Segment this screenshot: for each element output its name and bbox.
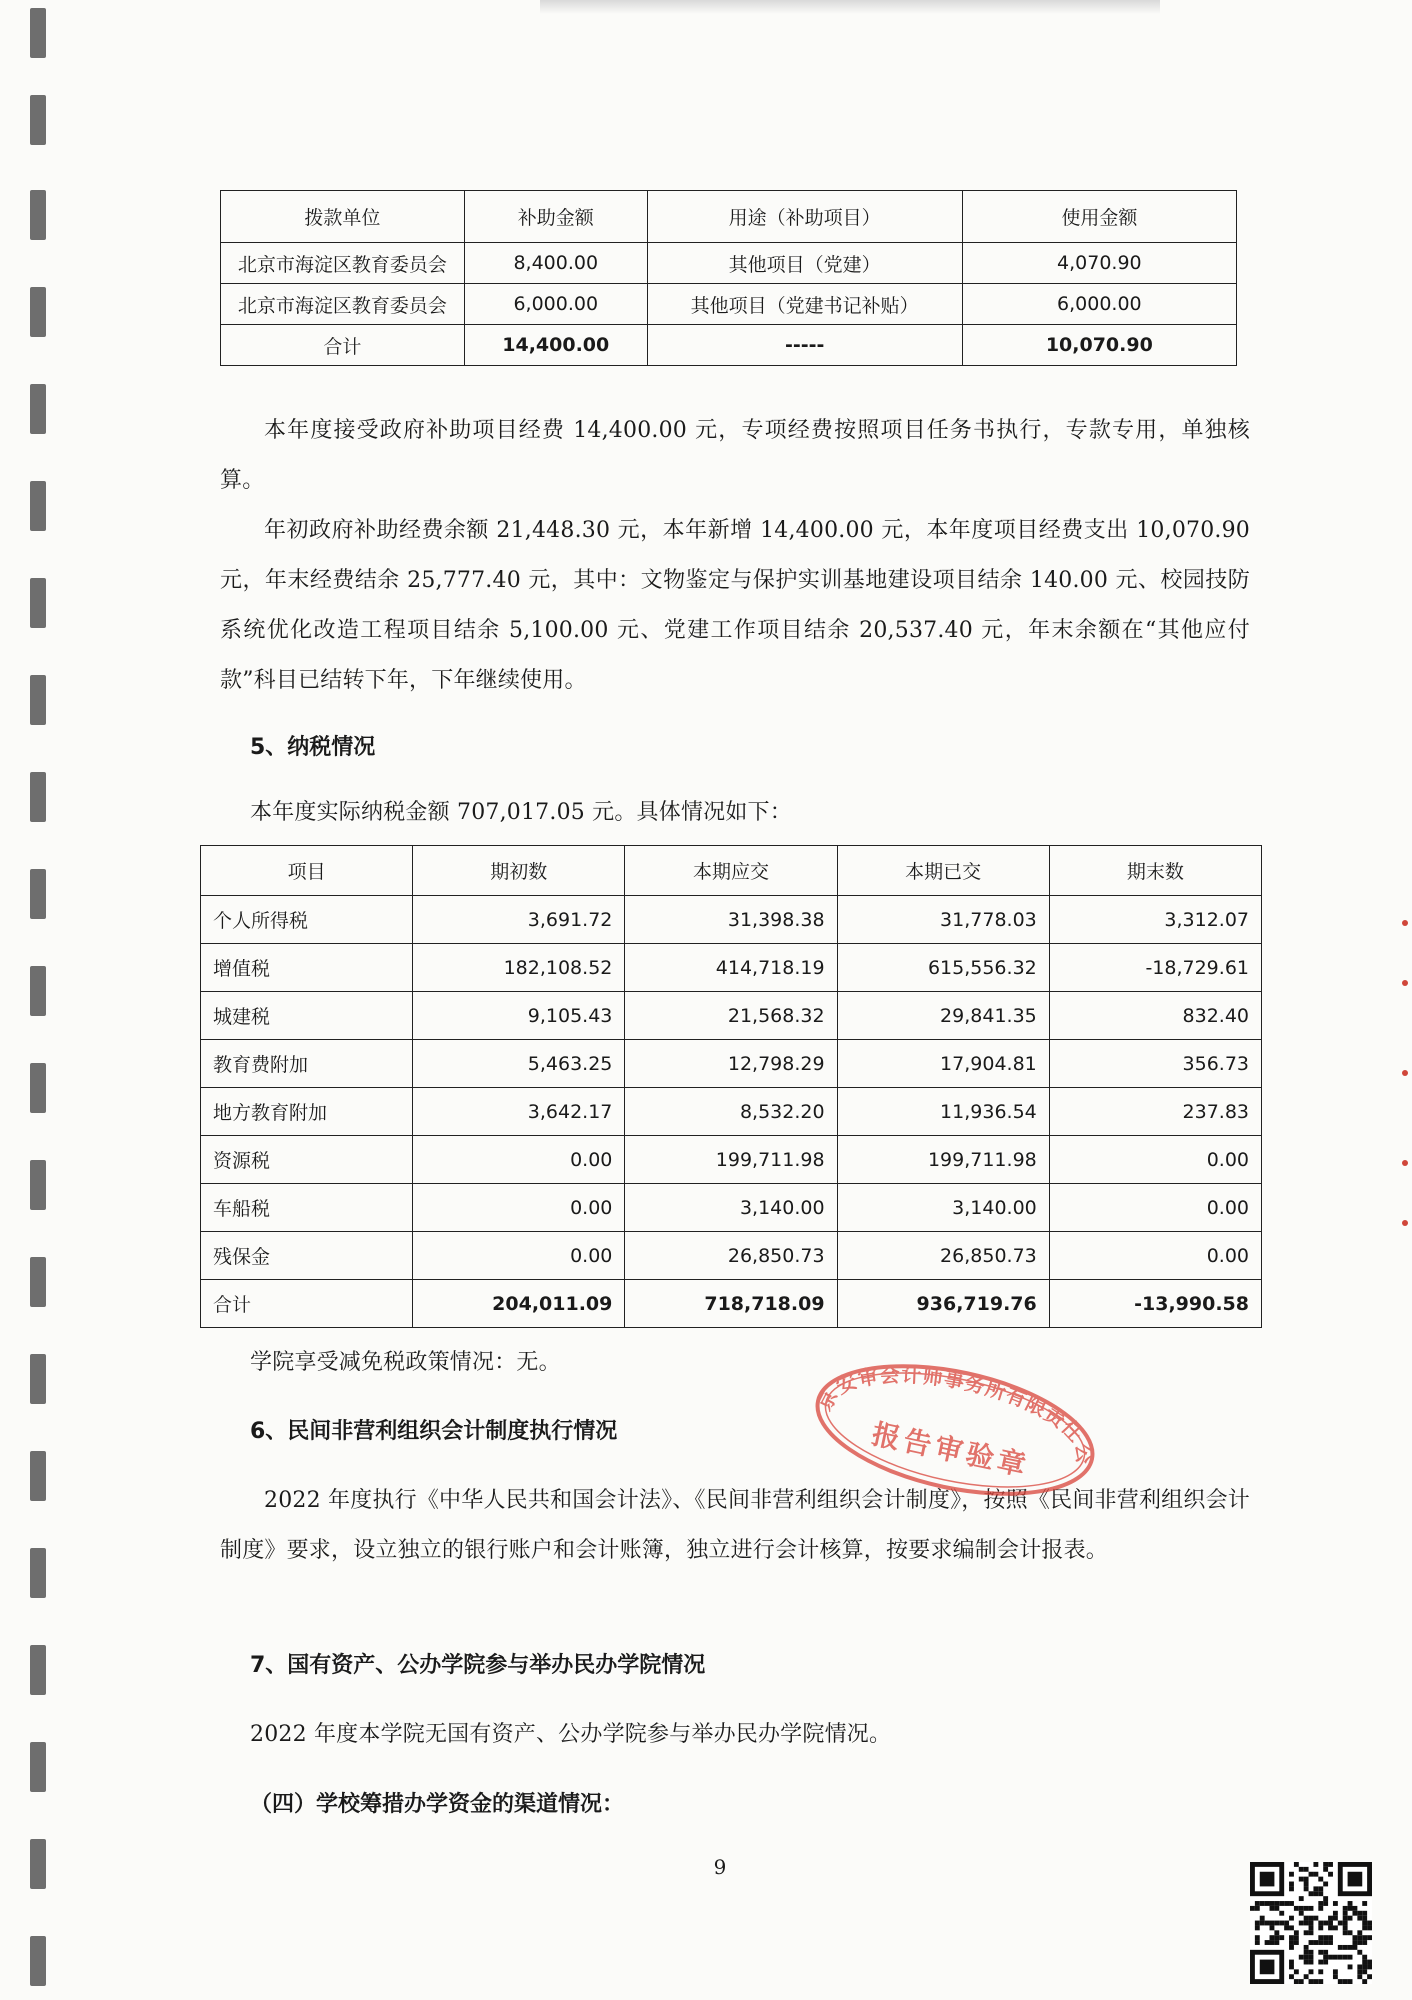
table-row	[201, 1232, 1262, 1280]
table-total-row	[221, 325, 1237, 366]
table-cell: 3,691.72	[413, 896, 625, 944]
table-cell: 0.00	[1049, 1184, 1261, 1232]
section-heading: 6、民间非营利组织会计制度执行情况	[250, 1419, 618, 1444]
table-row	[201, 1184, 1262, 1232]
table-cell: 3,642.17	[413, 1088, 625, 1136]
table-cell: 教育费附加	[201, 1040, 413, 1088]
column-header: 本期已交	[837, 846, 1049, 896]
table-total-row	[201, 1280, 1262, 1328]
subsidy-table	[220, 190, 1237, 366]
table-cell: 增值税	[201, 944, 413, 992]
table-row	[201, 1136, 1262, 1184]
table-cell: 其他项目（党建书记补贴）	[647, 284, 962, 325]
table-cell: 936,719.76	[837, 1280, 1049, 1328]
column-header: 项目	[201, 846, 413, 896]
table-cell: 车船税	[201, 1184, 413, 1232]
table-cell: 10,070.90	[962, 325, 1236, 366]
qr-code-icon	[1250, 1862, 1372, 1984]
table-row	[201, 896, 1262, 944]
column-header: 使用金额	[962, 191, 1236, 243]
table-cell: 9,105.43	[413, 992, 625, 1040]
table-cell: 个人所得税	[201, 896, 413, 944]
table-cell: 31,398.38	[625, 896, 837, 944]
table-row	[201, 944, 1262, 992]
svg-text:北京安审会计师事务所有限责任公司: 北京安审会计师事务所有限责任公司	[811, 1362, 1097, 1466]
table-cell: 356.73	[1049, 1040, 1261, 1088]
table-cell: 17,904.81	[837, 1040, 1049, 1088]
paragraph: 2022 年度本学院无国有资产、公办学院参与举办民办学院情况。	[250, 1722, 892, 1747]
tax-table	[200, 845, 1262, 1328]
section-heading: （四）学校筹措办学资金的渠道情况：	[250, 1792, 625, 1817]
table-cell: 北京市海淀区教育委员会	[221, 284, 465, 325]
section-heading: 5、纳税情况	[250, 735, 376, 760]
table-cell: 8,400.00	[464, 243, 647, 284]
table-cell: 237.83	[1049, 1088, 1261, 1136]
paragraph: 本年度实际纳税金额 707,017.05 元。具体情况如下：	[250, 800, 792, 825]
table-header-row	[221, 191, 1237, 243]
column-header: 补助金额	[464, 191, 647, 243]
table-cell: 北京市海淀区教育委员会	[221, 243, 465, 284]
table-cell: 6,000.00	[962, 284, 1236, 325]
column-header: 本期应交	[625, 846, 837, 896]
table-cell: 26,850.73	[837, 1232, 1049, 1280]
table-cell: -13,990.58	[1049, 1280, 1261, 1328]
table-cell: 31,778.03	[837, 896, 1049, 944]
table-cell: 3,312.07	[1049, 896, 1261, 944]
table-cell: 414,718.19	[625, 944, 837, 992]
paragraph: 本年度接受政府补助项目经费 14,400.00 元，专项经费按照项目任务书执行，专款专用，单独核算。	[220, 418, 1250, 493]
table-cell: 14,400.00	[464, 325, 647, 366]
table-row	[221, 243, 1237, 284]
table-cell: 8,532.20	[625, 1088, 837, 1136]
table-cell: 资源税	[201, 1136, 413, 1184]
stamp-edge-marks	[1402, 920, 1410, 1240]
binding-holes	[0, 0, 62, 2000]
table-cell: -----	[647, 325, 962, 366]
column-header: 拨款单位	[221, 191, 465, 243]
table-cell: 3,140.00	[837, 1184, 1049, 1232]
table-cell: 29,841.35	[837, 992, 1049, 1040]
table-cell: 4,070.90	[962, 243, 1236, 284]
table-cell: 615,556.32	[837, 944, 1049, 992]
table-cell: 其他项目（党建）	[647, 243, 962, 284]
table-cell: 0.00	[1049, 1136, 1261, 1184]
table-cell: 0.00	[413, 1232, 625, 1280]
table-cell: 11,936.54	[837, 1088, 1049, 1136]
table-row	[221, 284, 1237, 325]
table-row	[201, 1088, 1262, 1136]
section-heading: 7、国有资产、公办学院参与举办民办学院情况	[250, 1653, 706, 1678]
table-cell: 5,463.25	[413, 1040, 625, 1088]
column-header: 期初数	[413, 846, 625, 896]
table-cell: 3,140.00	[625, 1184, 837, 1232]
scan-shadow	[540, 0, 1160, 14]
table-cell: 199,711.98	[625, 1136, 837, 1184]
table-cell: 0.00	[1049, 1232, 1261, 1280]
table-cell: 12,798.29	[625, 1040, 837, 1088]
table-row	[201, 1040, 1262, 1088]
table-cell: 地方教育附加	[201, 1088, 413, 1136]
audit-stamp-icon	[800, 1355, 1110, 1505]
column-header: 期末数	[1049, 846, 1261, 896]
table-cell: 0.00	[413, 1136, 625, 1184]
paragraph: 2022 年度执行《中华人民共和国会计法》、《民间非营利组织会计制度》，按照《民间非营利组织会计制度》要求，设立独立的银行账户和会计账簿，独立进行会计核算，按要求编制会计报表。	[220, 1488, 1250, 1563]
table-cell: 21,568.32	[625, 992, 837, 1040]
column-header: 用途（补助项目）	[647, 191, 962, 243]
table-row	[201, 992, 1262, 1040]
table-cell: -18,729.61	[1049, 944, 1261, 992]
table-cell: 残保金	[201, 1232, 413, 1280]
table-cell: 6,000.00	[464, 284, 647, 325]
table-cell: 合计	[201, 1280, 413, 1328]
table-cell: 0.00	[413, 1184, 625, 1232]
paragraph: 年初政府补助经费余额 21,448.30 元，本年新增 14,400.00 元，本年度项目经费支出 10,070.90 元，年末经费结余 25,777.40 元，其中：文物鉴定与保护实训基地建设项目结余 140.00 元、校园技防系统优化改造工程项目结余 5,100.00 元、党建工作项目结余 20,537.40 元，年末余额在“其他应付款”科目已结转下年，下年继续使用。	[220, 518, 1250, 693]
table-cell: 182,108.52	[413, 944, 625, 992]
page-number: 9	[713, 1855, 727, 1879]
table-cell: 合计	[221, 325, 465, 366]
table-cell: 199,711.98	[837, 1136, 1049, 1184]
table-cell: 城建税	[201, 992, 413, 1040]
table-cell: 26,850.73	[625, 1232, 837, 1280]
paragraph: 学院享受减免税政策情况：无。	[250, 1350, 561, 1375]
table-cell: 832.40	[1049, 992, 1261, 1040]
table-cell: 204,011.09	[413, 1280, 625, 1328]
table-header-row	[201, 846, 1262, 896]
table-cell: 718,718.09	[625, 1280, 837, 1328]
svg-text:报告审验章: 报告审验章	[869, 1417, 1033, 1483]
